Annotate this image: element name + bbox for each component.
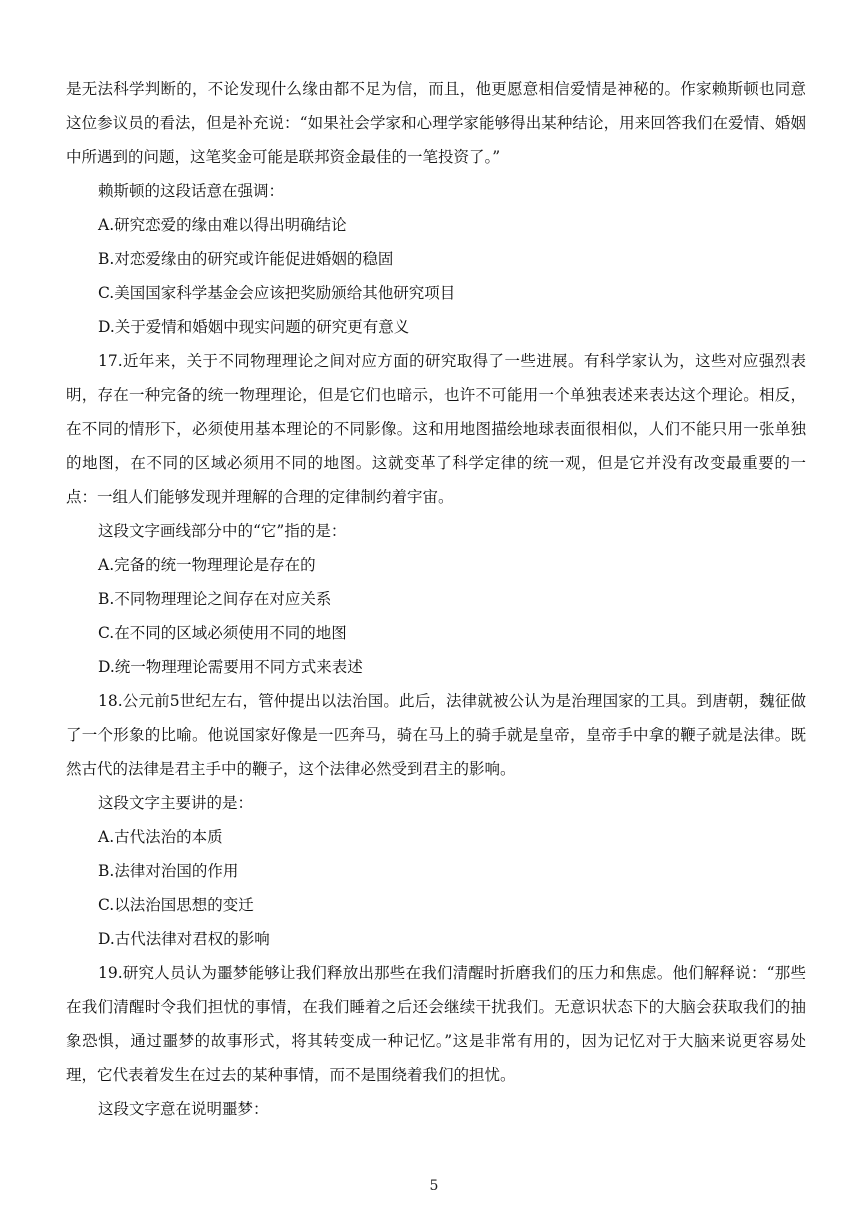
q17-passage: 17.近年来，关于不同物理理论之间对应方面的研究取得了一些进展。有科学家认为，这些对应强烈表明，存在一种完备的统一物理理论，但是它们也暗示，也许不可能用一个单独表述来表达这个理论。相反，在不同的情形下，必须使用基本理论的不同影像。这和用地图描绘地球表面很相似，人们不能只用一张单独的地图，在不同的区域必须用不同的地图。这就变革了科学定律的统一观，但是它并没有改变最重要的一点：一组人们能够发现并理解的合理的定律制约着宇宙。: [66, 352, 806, 506]
q18-option-c: C.以法治国思想的变迁: [98, 896, 254, 914]
q17-option-b: B.不同物理理论之间存在对应关系: [98, 590, 332, 608]
q16-option-b: B.对恋爱缘由的研究或许能促进婚姻的稳固: [98, 250, 394, 268]
q19-question: 这段文字意在说明噩梦：: [98, 1100, 269, 1118]
page-number: 5: [429, 1178, 439, 1194]
q17-option-d: D.统一物理理论需要用不同方式来表述: [98, 658, 363, 676]
q18-option-a: A.古代法治的本质: [98, 828, 223, 846]
q16-passage-continued: 是无法科学判断的，不论发现什么缘由都不足为信，而且，他更愿意相信爱情是神秘的。作家赖斯顿也同意这位参议员的看法，但是补充说：“如果社会学家和心理学家能够得出某种结论，用来回答我们在爱情、婚姻中所遇到的问题，这笔奖金可能是联邦资金最佳的一笔投资了。”: [66, 80, 806, 166]
q18-question: 这段文字主要讲的是：: [98, 794, 254, 812]
q16-option-c: C.美国国家科学基金会应该把奖励颁给其他研究项目: [98, 284, 456, 302]
q16-option-a: A.研究恋爱的缘由难以得出明确结论: [98, 216, 347, 234]
q16-question: 赖斯顿的这段话意在强调：: [98, 182, 285, 200]
page-content: [66, 72, 806, 1126]
q17-option-a: A.完备的统一物理理论是存在的: [98, 556, 316, 574]
q18-option-d: D.古代法律对君权的影响: [98, 930, 270, 948]
q17-option-c: C.在不同的区域必须使用不同的地图: [98, 624, 347, 642]
q18-option-b: B.法律对治国的作用: [98, 862, 239, 880]
q18-passage: 18.公元前5世纪左右，管仲提出以法治国。此后，法律就被公认为是治理国家的工具。到唐朝，魏征做了一个形象的比喻。他说国家好像是一匹奔马，骑在马上的骑手就是皇帝，皇帝手中拿的鞭子就是法律。既然古代的法律是君主手中的鞭子，这个法律必然受到君主的影响。: [66, 692, 806, 778]
q19-passage: 19.研究人员认为噩梦能够让我们释放出那些在我们清醒时折磨我们的压力和焦虑。他们解释说：“那些在我们清醒时令我们担忧的事情，在我们睡着之后还会继续干扰我们。无意识状态下的大脑会获取我们的抽象恐惧，通过噩梦的故事形式，将其转变成一种记忆。”这是非常有用的，因为记忆对于大脑来说更容易处理，它代表着发生在过去的某种事情，而不是围绕着我们的担忧。: [66, 964, 806, 1084]
q17-question: 这段文字画线部分中的“它”指的是：: [98, 522, 347, 540]
q16-option-d: D.关于爱情和婚姻中现实问题的研究更有意义: [98, 318, 410, 336]
